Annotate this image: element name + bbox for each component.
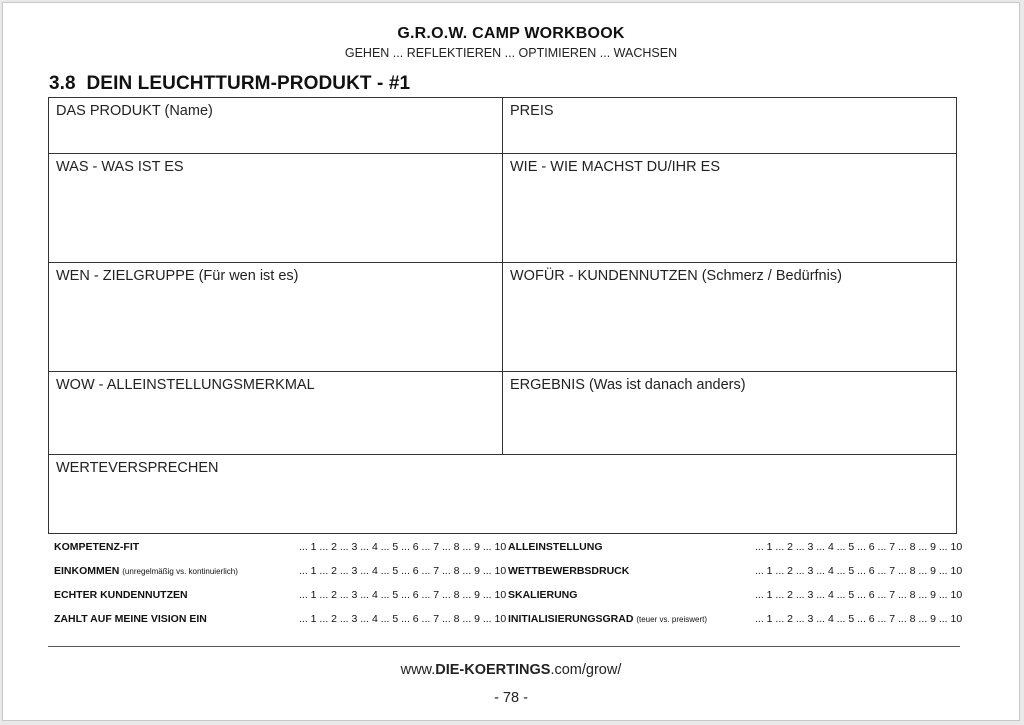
- rating-label-text: SKALIERUNG: [508, 589, 578, 601]
- rating-row: [54, 541, 963, 559]
- rating-label-text: KOMPETENZ-FIT: [54, 541, 140, 553]
- field-result-label: ERGEBNIS (Was ist danach anders): [510, 377, 746, 393]
- rating-scale-income[interactable]: ... 1 ... 2 ... 3 ... 4 ... 5 ... 6 ... 7 ... 8 ... 9 ... 10: [299, 565, 507, 577]
- rating-label-initialization: [508, 613, 707, 625]
- field-usp-label: WOW - ALLEINSTELLUNGSMERKMAL: [56, 377, 315, 393]
- field-result[interactable]: [503, 372, 956, 454]
- rating-scale-initialization[interactable]: ... 1 ... 2 ... 3 ... 4 ... 5 ... 6 ... 7 ... 8 ... 9 ... 10: [755, 613, 963, 625]
- footer-divider: [48, 646, 960, 647]
- rating-label-uniqueness: [508, 541, 603, 553]
- field-usp[interactable]: [49, 372, 502, 454]
- rating-label-competence-fit: [54, 541, 139, 553]
- rating-scale-scaling[interactable]: ... 1 ... 2 ... 3 ... 4 ... 5 ... 6 ... 7 ... 8 ... 9 ... 10: [755, 589, 963, 601]
- field-price-label: PREIS: [510, 103, 554, 119]
- page-number: - 78 -: [494, 690, 528, 706]
- field-how[interactable]: [503, 154, 956, 262]
- field-what-label: WAS - WAS IST ES: [56, 159, 184, 175]
- rating-label-income: [54, 565, 238, 577]
- field-how-label: WIE - WIE MACHST DU/IHR ES: [510, 159, 720, 175]
- workbook-page: [2, 2, 1020, 721]
- field-product-name-label: DAS PRODUKT (Name): [56, 103, 213, 119]
- rating-label-text: ALLEINSTELLUNG: [508, 541, 603, 553]
- rating-label-competition: [508, 565, 629, 577]
- rating-label-text: INITIALISIERUNGSGRAD: [508, 613, 634, 625]
- rating-scale-competence-fit[interactable]: ... 1 ... 2 ... 3 ... 4 ... 5 ... 6 ... 7 ... 8 ... 9 ... 10: [299, 541, 507, 553]
- rating-label-scaling: [508, 589, 577, 601]
- rating-label-text: EINKOMMEN: [54, 565, 120, 577]
- product-form-grid: [48, 97, 957, 534]
- rating-label-note: (unregelmäßig vs. kontinuierlich): [122, 567, 238, 576]
- field-value-promise-label: WERTEVERSPRECHEN: [56, 460, 219, 476]
- rating-label-vision: [54, 613, 207, 625]
- footer-website-link[interactable]: [3, 662, 1019, 678]
- rating-label-note: (teuer vs. preiswert): [636, 615, 708, 624]
- field-product-name[interactable]: [49, 98, 502, 153]
- rating-label-customer-benefit: [54, 589, 188, 601]
- field-target-group-label: WEN - ZIELGRUPPE (Für wen ist es): [56, 268, 299, 284]
- rating-row: [54, 589, 963, 607]
- workbook-title: G.R.O.W. CAMP WORKBOOK: [397, 25, 625, 42]
- rating-row: [54, 613, 963, 631]
- section-heading: 3.8 DEIN LEUCHTTURM-PRODUKT - #1: [49, 73, 411, 94]
- rating-scale-uniqueness[interactable]: ... 1 ... 2 ... 3 ... 4 ... 5 ... 6 ... 7 ... 8 ... 9 ... 10: [755, 541, 963, 553]
- rating-label-text: WETTBEWERBSDRUCK: [508, 565, 630, 577]
- rating-scale-competition[interactable]: ... 1 ... 2 ... 3 ... 4 ... 5 ... 6 ... 7 ... 8 ... 9 ... 10: [755, 565, 963, 577]
- footer-url-prefix: www.: [400, 662, 436, 678]
- field-what[interactable]: [49, 154, 502, 262]
- rating-label-text: ZAHLT AUF MEINE VISION EIN: [54, 613, 207, 625]
- field-target-group[interactable]: [49, 263, 502, 371]
- rating-scale-vision[interactable]: ... 1 ... 2 ... 3 ... 4 ... 5 ... 6 ... 7 ... 8 ... 9 ... 10: [299, 613, 507, 625]
- field-customer-benefit-label: WOFÜR - KUNDENNUTZEN (Schmerz / Bedürfnis): [510, 268, 842, 284]
- field-value-promise[interactable]: [49, 455, 956, 533]
- rating-scale-customer-benefit[interactable]: ... 1 ... 2 ... 3 ... 4 ... 5 ... 6 ... 7 ... 8 ... 9 ... 10: [299, 589, 507, 601]
- footer-url-suffix: .com/grow/: [550, 662, 622, 678]
- rating-label-text: ECHTER KUNDENNUTZEN: [54, 589, 188, 601]
- footer-url-brand: DIE-KOERTINGS: [435, 662, 551, 678]
- rating-row: [54, 565, 963, 583]
- workbook-subtitle: GEHEN ... REFLEKTIEREN ... OPTIMIEREN ... WACHSEN: [344, 46, 678, 60]
- field-price[interactable]: [503, 98, 956, 153]
- field-customer-benefit[interactable]: [503, 263, 956, 371]
